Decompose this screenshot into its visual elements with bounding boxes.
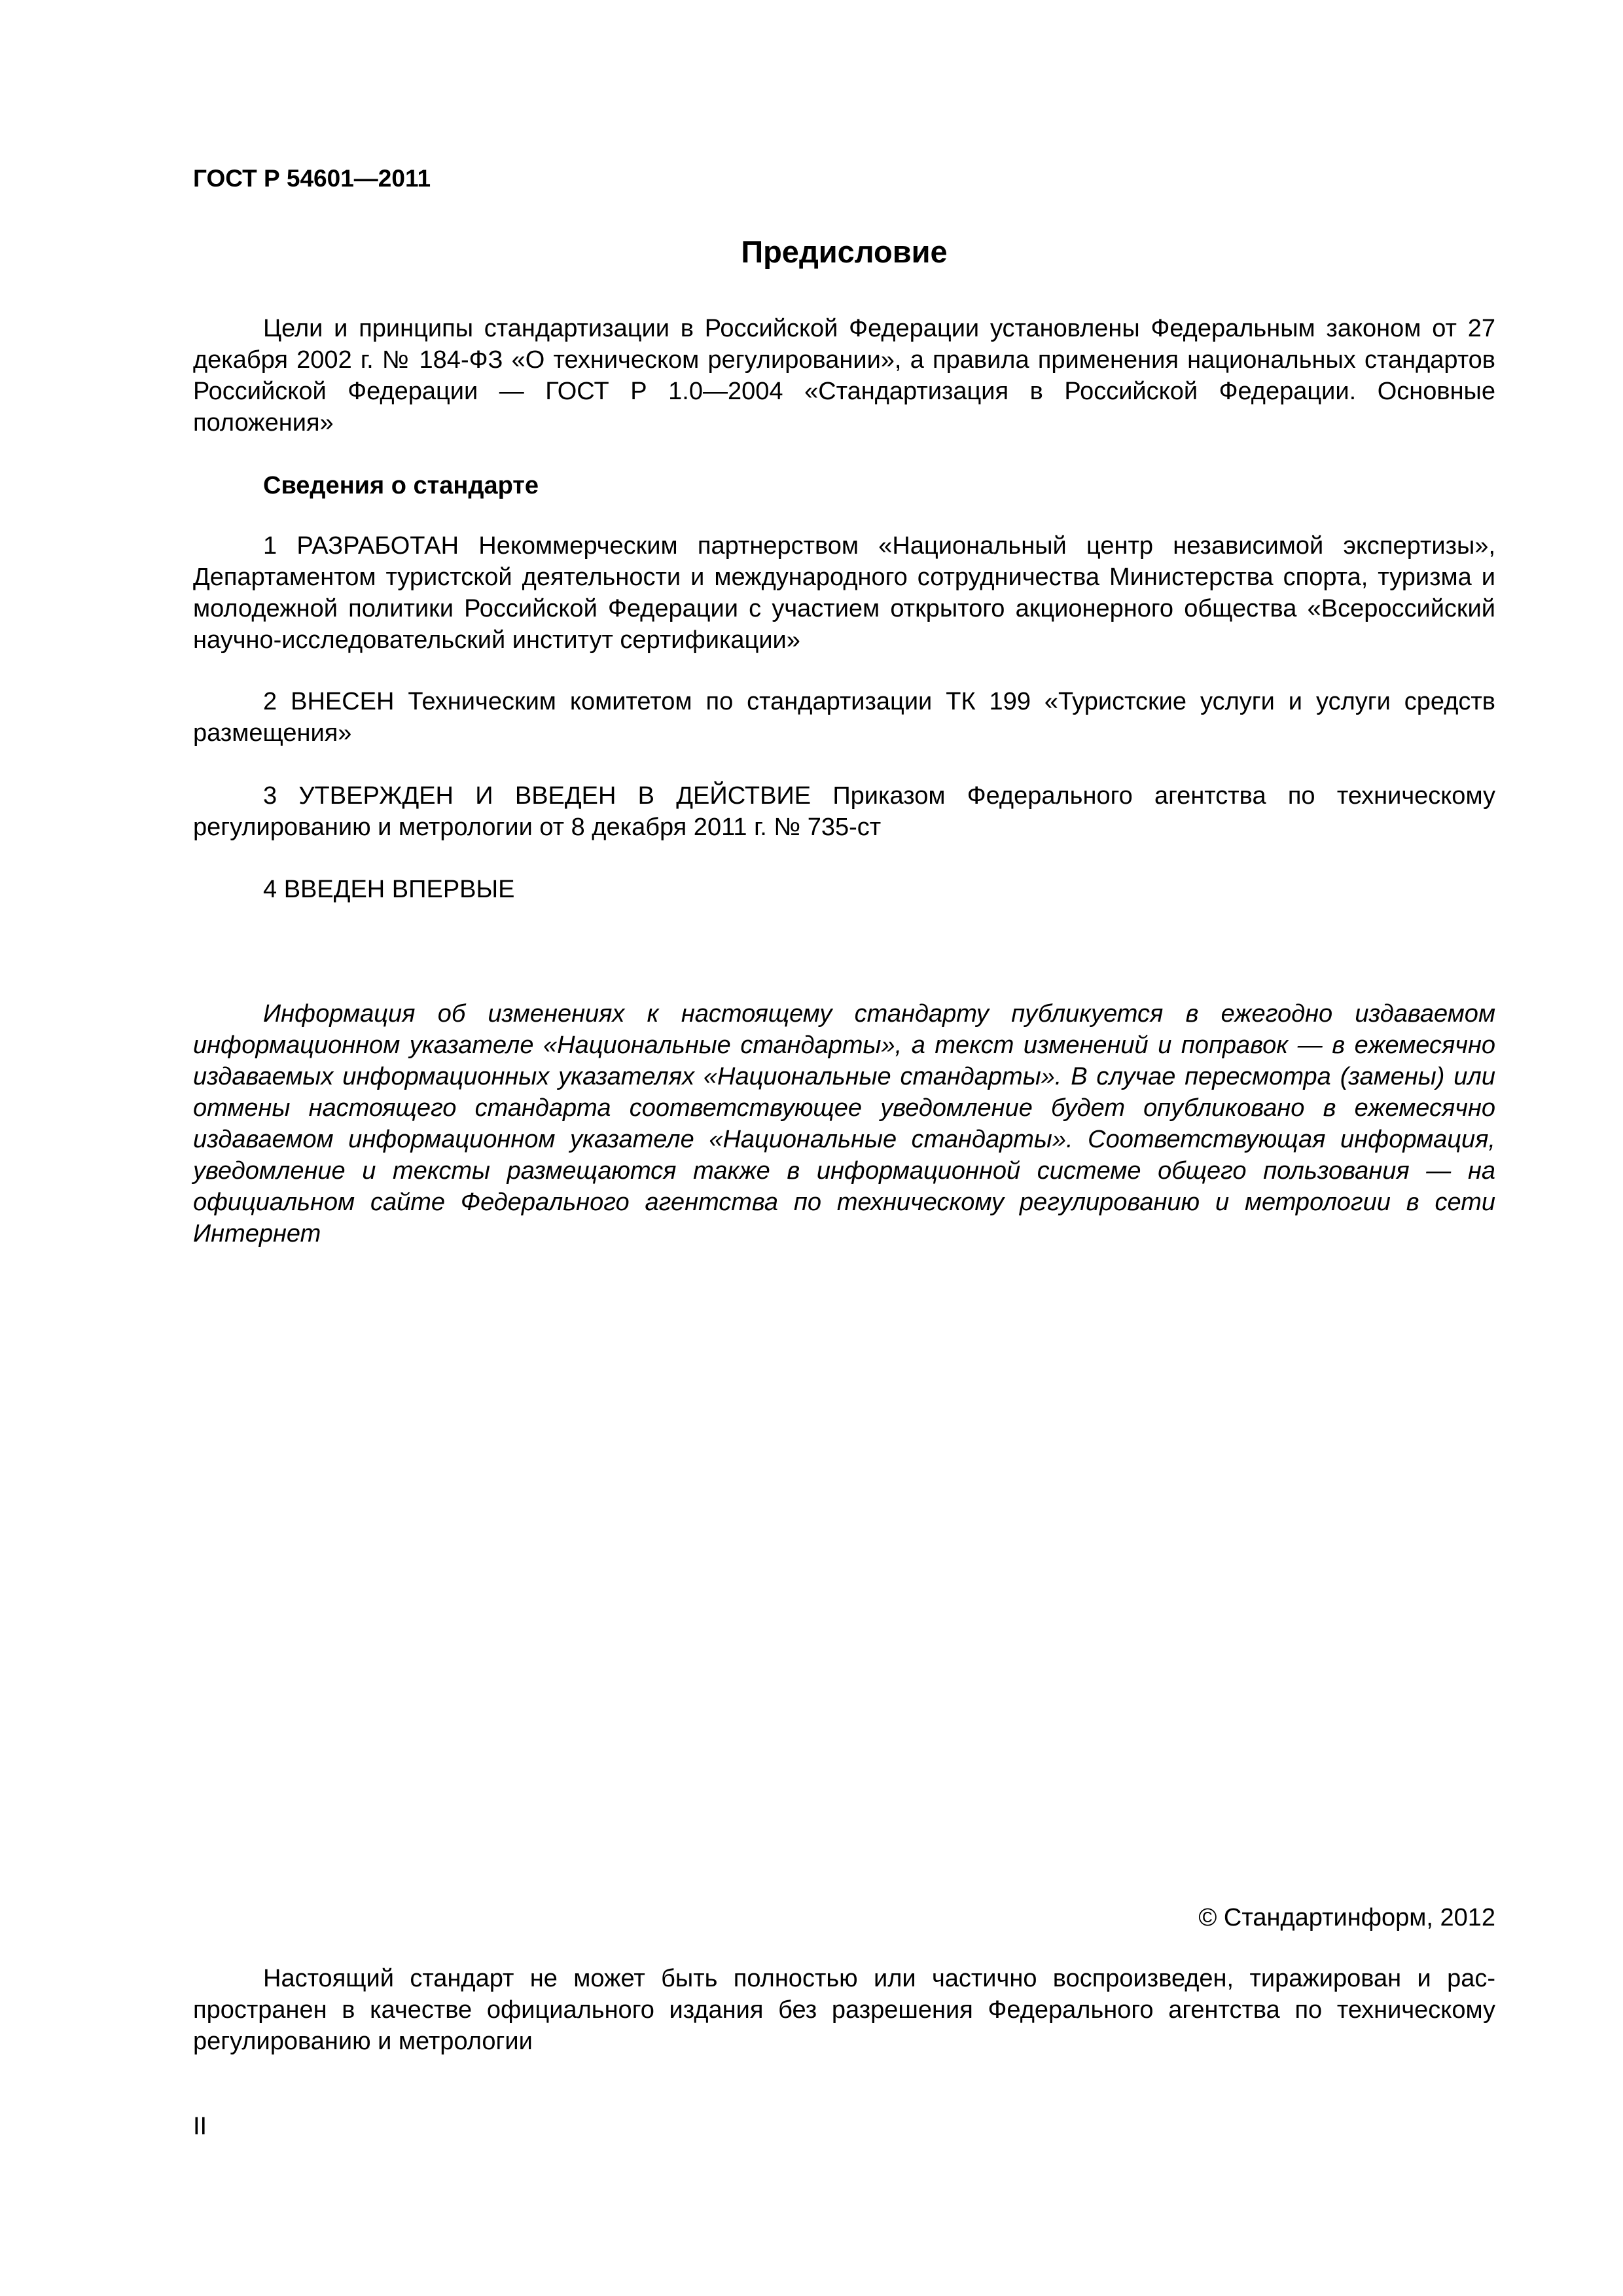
intro-paragraph: Цели и принципы стандартизации в Российской Федерации установлены Федеральным законом от 27 декабря 2002 г. № 184-ФЗ «О техническом регулировании», а правила применения национальных стандартов Российской Федерации — ГОСТ Р 1.0—2004 «Стандартизация в Российской Федерации. Основные положения» (193, 315, 1495, 437)
copyright-line: © Стандартинформ, 2012 (1198, 1904, 1495, 1931)
changes-notice-paragraph: Информация об изменениях к настоящему стандарту публикуется в ежегодно издаваемом информационном указателе «Национальные стандарты», а текст изменений и поправок — в ежемесячно издаваемых информационных указателях «Национальные стандарты». В случае пересмотра (замены) или отмены настоящего стандарта соответствующее уведомление будет опубликовано в ежемесячно издаваемом информационном указателе «Национальные стандарты». Соответствующая информация, уведомление и тексты размещаются также в информационной системе общего пользования — на официальном сайте Федерального агентства по техническому регулированию и метрологии в сети Интернет (193, 1000, 1495, 1247)
rights-paragraph: Настоящий стандарт не может быть полностью или частично воспроизведен, тиражирован и распространен в качестве официального издания без разрешения Федерального агентства по техническому регулированию и метрологии (193, 1965, 1495, 2055)
section-subtitle: Сведения о стандарте (263, 472, 539, 499)
page-number: II (193, 2113, 207, 2140)
item-4-first-introduced: 4 ВВЕДЕН ВПЕРВЫЕ (263, 876, 515, 903)
item-2-introduced: 2 ВНЕСЕН Техническим комитетом по стандартизации ТК 199 «Туристские услуги и услуги средств размещения» (193, 688, 1495, 747)
item-3-approved: 3 УТВЕРЖДЕН И ВВЕДЕН В ДЕЙСТВИЕ Приказом Федерального агентства по техническому регулированию и метрологии от 8 декабря 2011 г. № 735-ст (193, 782, 1495, 841)
item-1-developed: 1 РАЗРАБОТАН Некоммерческим партнерством «Национальный центр независимой экспертизы», Департаментом туристской деятельности и международного сотрудничества Министерства спорта, туризма и молодежной политики Российской Федерации с участием открытого акционерного общества «Всероссийский научно-исследовательский институт сертификации» (193, 532, 1495, 654)
page-title: Предисловие (741, 234, 948, 269)
document-code-header: ГОСТ Р 54601—2011 (193, 165, 431, 192)
